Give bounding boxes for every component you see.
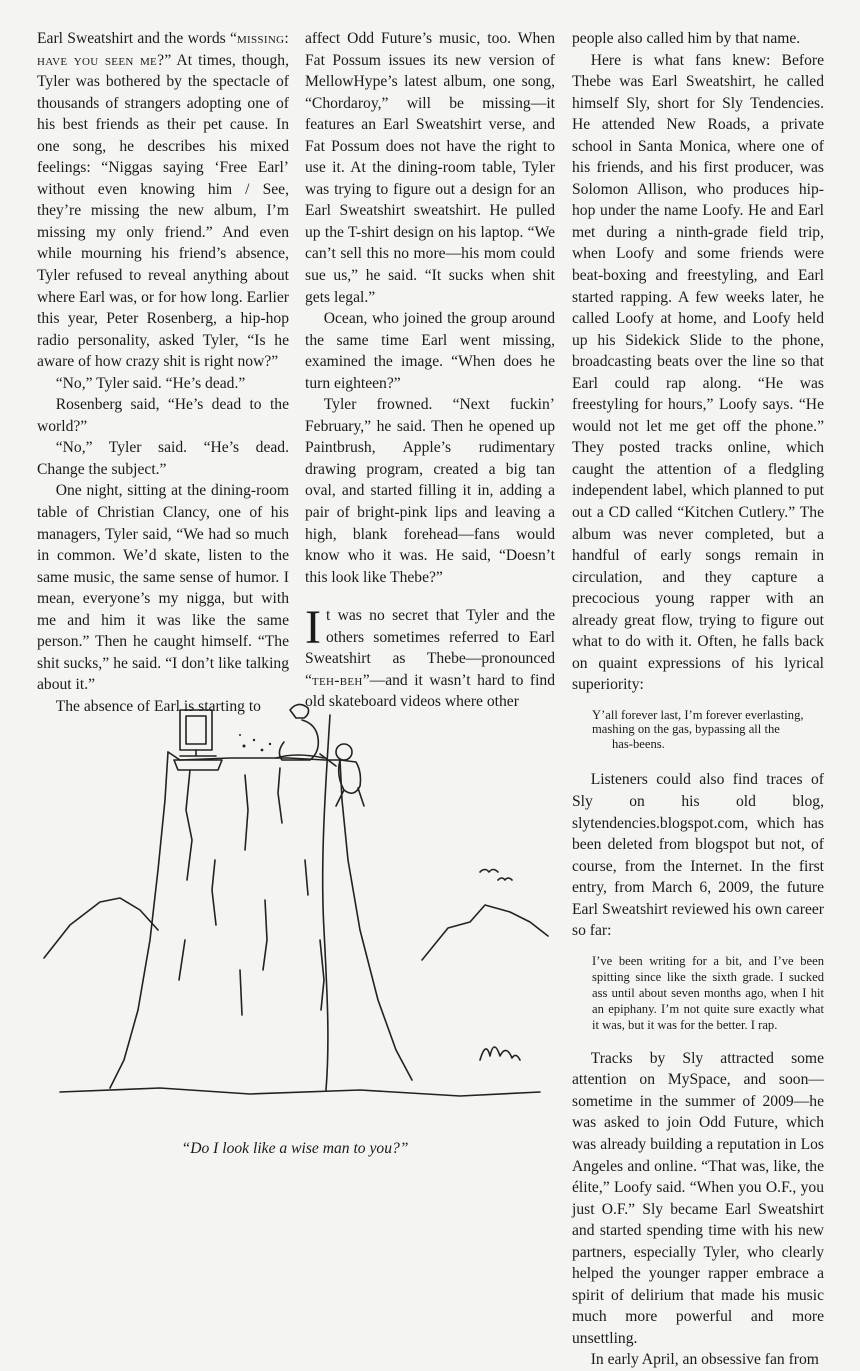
paragraph: people also called him by that name. (572, 30, 801, 47)
rock-right-edge (168, 752, 412, 1080)
ground-line (60, 1088, 540, 1096)
mountain-right (422, 905, 548, 960)
paragraph: Listeners could also find traces of Sly on his old blog, slytendencies.blogspot.com, which has been deleted from blogspot but not, of course, from the Internet. In the first entry, from March 6, 2009, the future Earl Sweatshirt reviewed his own career so far: (572, 771, 824, 940)
mountain-left (44, 898, 158, 958)
paragraph: “No,” Tyler said. “He’s dead. Change the subject.” (37, 439, 289, 478)
paragraph: Tyler frowned. “Next fuckin’ February,” he said. Then he opened up Paintbrush, Apple’s rudimentary drawing program, created a big tan oval, and started filling it in, adding a pair of bright-pink lips and leaving a high, blank forehead—fans would know who it was. He said, “Doesn’t this look like Thebe?” (305, 396, 555, 586)
paragraph: The absence of Earl is starting to (55, 697, 261, 715)
article-column-2 (305, 28, 555, 713)
article-column-3 (572, 28, 824, 1371)
drop-cap: I (305, 601, 321, 655)
bird (498, 878, 512, 880)
paragraph: “No,” Tyler said. “He’s dead.” (55, 374, 246, 392)
cartoon-illustration (40, 640, 550, 1130)
paragraph: Ocean, who joined the group around the same time Earl went missing, examined the image. “When does he turn eighteen?” (305, 310, 555, 392)
small-caps-text: missing: have you seen me? (37, 30, 289, 69)
guru-head-icon (290, 704, 309, 718)
paragraph: Rosenberg said, “He’s dead to the world?” (37, 396, 289, 435)
cartoon-caption: “Do I look like a wise man to you?” (181, 1140, 409, 1157)
section-opening-paragraph: It was no secret that Tyler and the others sometimes referred to Earl Sweatshirt as Thebe—pronounced “teh-beh”—and it wasn’t hard to find old skateboard videos where other (305, 601, 555, 711)
guru-body (279, 720, 318, 760)
paragraph: affect Odd Future’s music, too. When Fat Possum issues its new version of MellowHype’s latest album, one song, “Chordaroy,” will be missing—it features an Earl Sweatshirt verse, and Fat Possum does not have the right to use it. At the dining-room table, Tyler was trying to figure out a design for an Earl Sweatshirt sweatshirt. He pulled up the T-shirt design on his laptop. “We can’t sell this no more—his mom could sue us,” he said. “It sucks when shit gets legal.” (305, 30, 555, 306)
paragraph: In early April, an obsessive fan from (590, 1351, 819, 1369)
lyric-quote: Y’all forever last, I’m forever everlasting, mashing on the gas, bypassing all the has-beens. (592, 707, 804, 751)
paragraph: One night, sitting at the dining-room table of Christian Clancy, one of his managers, Tyler said, “We had so much in common. We’d skate, listen to the same music, the same sense of humor. I mean, everyone’s my nigga, but with me and him it was like the same person.” Then he caught himself. “The shit sucks,” he said. “I don’t like talking about it.” (37, 482, 289, 694)
artist-signature (480, 1047, 520, 1060)
paragraph: Earl Sweatshirt and the words “missing: have you seen me?” At times, though, Tyler was bothered by the spectacle of thousands of strangers adopting one of his best friends as their pet cause. In one song, he describes his mixed feelings: “Niggas saying ‘Free Earl’ without even knowing him / See, they’re missing the new album, I’m missing my only friend.” And even while mourning his friend’s absence, Tyler refused to reveal anything about where Earl was, or for how long. Earlier this year, Peter Rosenberg, a hip-hop radio personality, asked Tyler, “Is he aware of how crazy shit is right now?” (37, 30, 290, 371)
paragraph: Here is what fans knew: Before Thebe was Earl Sweatshirt, he called himself Sly, short for Sly Tendencies. He attended New Roads, a private school in Santa Monica, where one of his friends, and his first producer, was Solomon Allison, who produces hip-hop under the name Loofy. He and Earl met during a ninth-grade field trip, when Loofy and some friends were beat-boxing and freestyling, and Earl started rapping. A few weeks later, he called Loofy at home, and Loofy held up his Sidekick Slide to the phone, broadcasting beats over the line so that Earl could rap along. “He was freestyling for hours,” Loofy says. “He would not let me get off the phone.” They posted tracks online, which caught the attention of a fledgling independent label, which planned to put out a CD called “Kitchen Cutlery.” The album was never completed, but a handful of early songs remain in circulation, and they capture a precocious young rapper with an already great flow, trying to figure out what to do with it. Often, he falls back on quaint expressions of his lyrical superiority: (572, 51, 824, 694)
small-caps-text: teh-beh (311, 671, 363, 689)
article-column-1 (37, 28, 289, 718)
rock-left-edge (110, 752, 168, 1088)
bird (480, 870, 498, 873)
climber-head-icon (336, 744, 352, 760)
monitor-stand (174, 750, 222, 770)
blog-quote: I’ve been writing for a bit, and I’ve been spitting since like the sixth grade. I sucked ass until about seven months ago, when I hit an epiphany. I’m not quite sure exactly what it was, but it was for the better. I rap. (592, 953, 824, 1032)
climbing-rope (323, 715, 330, 1090)
paragraph: Tracks by Sly attracted some attention on MySpace, and soon—sometime in the summer of 2009—he was asked to join Odd Future, which was already building a reputation in Los Angeles and online. “That was, like, the élite,” Loofy said. “When you O.F., you just O.F.” Sly became Earl Sweatshirt and started spending time with his new partners, especially Tyler, who clearly helped the younger rapper embrace a spirit of delirium that made his music much more powerful and more unsettling. (572, 1049, 824, 1347)
